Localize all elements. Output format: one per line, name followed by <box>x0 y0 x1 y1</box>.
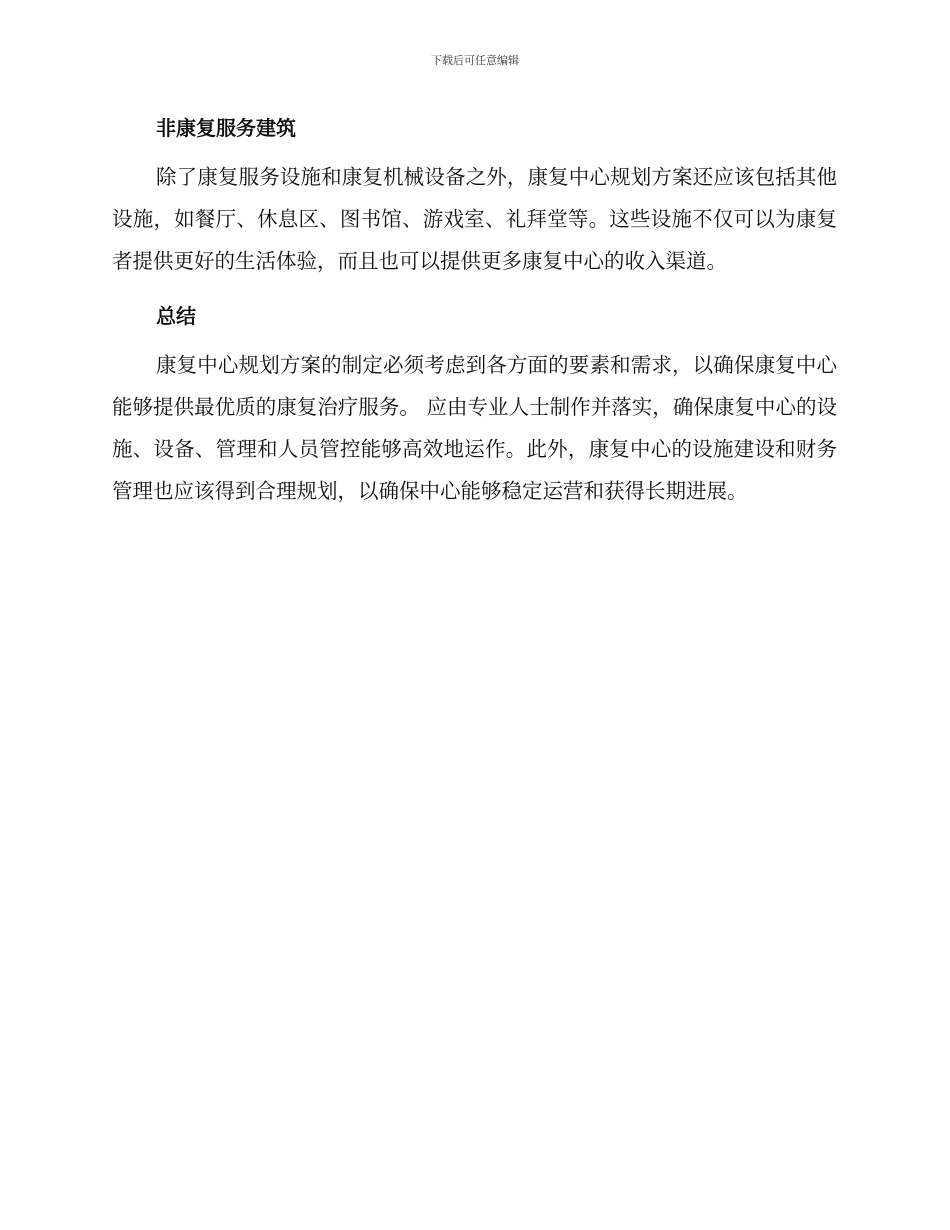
section-paragraph-summary: 康复中心规划方案的制定必须考虑到各方面的要素和需求，以确保康复中心能够提供最优质的康复治疗服务。 应由专业人士制作并落实，确保康复中心的设施、设备、管理和人员管控能够高效地运作。此外，康复中心的设施建设和财务管理也应该得到合理规划，以确保中心能够稳定运营和获得长期进展。 <box>112 353 837 503</box>
document-body <box>112 108 837 512</box>
page-header: 下载后可任意编辑 <box>431 54 519 67</box>
section-heading-summary: 总结 <box>156 304 196 328</box>
section-paragraph-non-rehab-buildings: 除了康复服务设施和康复机械设备之外，康复中心规划方案还应该包括其他设施，如餐厅、休息区、图书馆、游戏室、礼拜堂等。这些设施不仅可以为康复者提供更好的生活体验，而且也可以提供更多康复中心的收入渠道。 <box>112 165 837 273</box>
section-heading-non-rehab-buildings: 非康复服务建筑 <box>156 116 296 140</box>
